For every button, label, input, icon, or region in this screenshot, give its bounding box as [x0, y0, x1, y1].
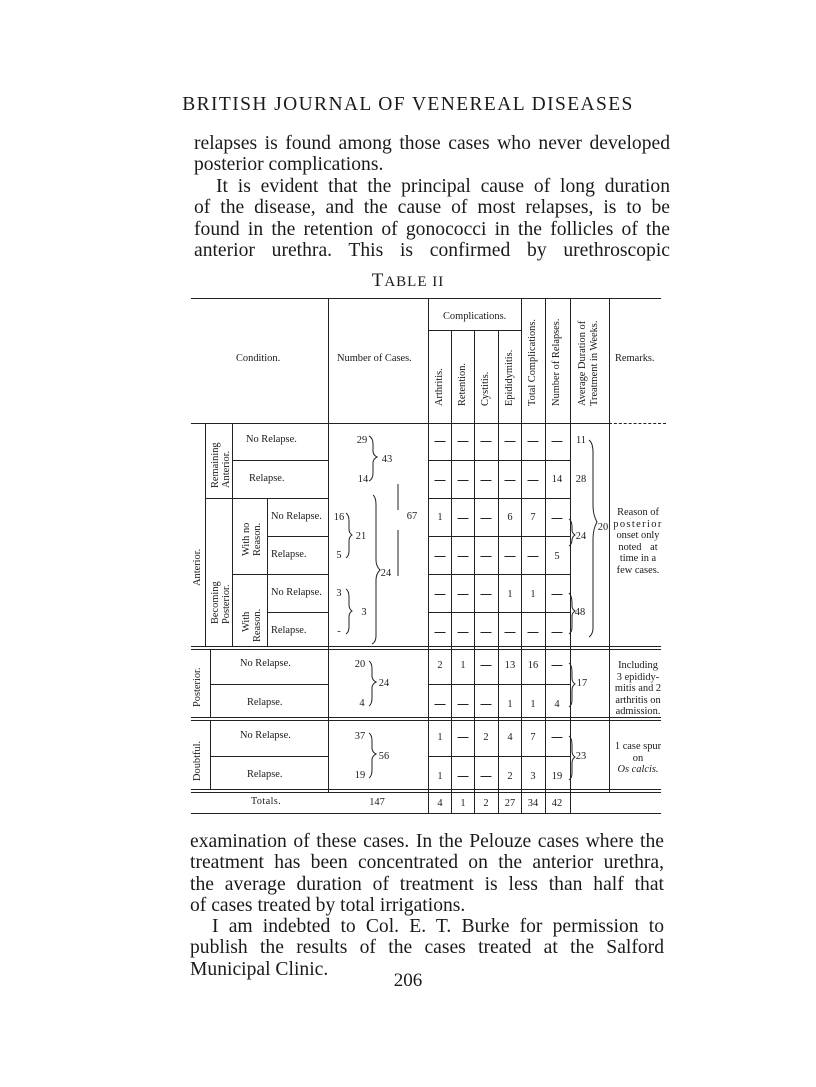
remark-line: onset only: [616, 530, 660, 542]
dash: [552, 632, 563, 633]
text-line: of the disease, and the cause of most relapses, is to be: [194, 197, 670, 219]
rule-row: [267, 536, 328, 537]
cell-value: 1: [507, 589, 513, 600]
dash: [435, 704, 446, 705]
header-average-duration-2: Treatment in Weeks.: [589, 320, 600, 406]
rule-row: [428, 460, 570, 461]
dash: [481, 518, 492, 519]
cases-sum: 3: [361, 607, 367, 618]
text-line: the average duration of treatment is less than half that: [190, 873, 664, 895]
dash: [458, 632, 469, 633]
duration-value: 24: [575, 531, 587, 542]
text-line: treatment has been concentrated on the anterior urethra,: [190, 852, 664, 874]
dash: [458, 704, 469, 705]
total-value: 27: [504, 798, 516, 809]
rule-section: [191, 649, 661, 650]
dash: [528, 556, 539, 557]
dash: [505, 556, 516, 557]
remark-line: noted at: [618, 541, 658, 553]
cell-value: 4: [507, 732, 513, 743]
label-anterior: Anterior.: [192, 548, 203, 586]
row-label-relapse: Relapse.: [271, 625, 307, 636]
text-line: found in the retention of gonococci in the follicles of the: [194, 218, 670, 240]
dash: [528, 480, 539, 481]
cell-value: 3: [530, 771, 536, 782]
text-line: I am indebted to Col. E. T. Burke for permission to: [212, 916, 664, 937]
col-divider: [428, 792, 429, 813]
header-cystitis: Cystitis.: [480, 371, 491, 406]
cell-value: 14: [551, 474, 563, 485]
header-total-complications: Total Complications.: [527, 318, 538, 406]
row-label-no-relapse: No Relapse.: [246, 434, 297, 445]
dash: [435, 632, 446, 633]
col-divider: [210, 720, 211, 789]
page-number: 206: [393, 970, 423, 991]
text-line: anterior urethra. This is confirmed by urethroscopic: [194, 240, 670, 262]
header-number-of-relapses: Number of Relapses.: [551, 318, 562, 406]
rule-row: [428, 756, 570, 757]
label-with-1: With: [241, 611, 252, 632]
cell-value: 1: [437, 732, 443, 743]
dash: [505, 632, 516, 633]
cases-value: 4: [359, 698, 365, 709]
duration-value: 23: [575, 751, 587, 762]
remark-line: on: [632, 752, 644, 764]
cell-value: 6: [507, 512, 513, 523]
cases-value: -: [337, 626, 341, 637]
duration-value: 20: [597, 522, 609, 533]
col-divider: [474, 792, 475, 813]
label-remaining-2: Anterior.: [221, 450, 232, 488]
rule-section: [191, 789, 661, 790]
col-divider: [267, 498, 268, 646]
dash: [505, 441, 516, 442]
label-with-2: Reason.: [252, 608, 263, 642]
header-number-of-cases: Number of Cases.: [337, 353, 412, 364]
row-label-no-relapse: No Relapse.: [271, 587, 322, 598]
dash: [458, 480, 469, 481]
dash: [435, 556, 446, 557]
col-divider: [451, 792, 452, 813]
row-label-relapse: Relapse.: [249, 473, 285, 484]
text-line: posterior complications.: [194, 154, 384, 176]
rule-row: [232, 460, 328, 461]
cases-sum: 56: [378, 751, 390, 762]
remark-line: Reason of: [617, 507, 659, 518]
dash: [552, 518, 563, 519]
row-label-relapse: Relapse.: [247, 769, 283, 780]
cell-value: 1: [437, 771, 443, 782]
header-retention: Retention.: [457, 363, 468, 406]
col-divider: [205, 423, 206, 646]
remark-line: 3 epididy-: [616, 671, 660, 683]
dash: [481, 441, 492, 442]
remark-posterior: [611, 660, 665, 718]
dash: [528, 441, 539, 442]
label-becoming-2: Posterior.: [221, 584, 232, 624]
label-doubtful: Doubtful.: [192, 740, 203, 781]
dash: [435, 441, 446, 442]
row-label-no-relapse: No Relapse.: [240, 730, 291, 741]
remark-line: admission.: [615, 706, 661, 718]
cell-value: 7: [530, 732, 536, 743]
duration-value: 48: [574, 607, 586, 618]
header-arthritis: Arthritis.: [434, 368, 445, 406]
total-value: 4: [437, 798, 443, 809]
rule-row: [232, 574, 328, 575]
header-complications: Complications.: [443, 311, 507, 322]
cell-value: 1: [530, 589, 536, 600]
dash: [458, 737, 469, 738]
col-divider: [428, 298, 429, 792]
rule-section: [191, 720, 661, 721]
remark-line: Including: [618, 660, 658, 671]
dash: [458, 594, 469, 595]
dash: [528, 632, 539, 633]
remark-line: time in a: [619, 553, 657, 565]
rule-bottom: [191, 813, 661, 814]
rule-row: [428, 612, 570, 613]
cell-value: 16: [527, 660, 539, 671]
table-title: TABLE II: [371, 270, 445, 291]
total-value: 2: [483, 798, 489, 809]
cell-value: 5: [554, 551, 560, 562]
text-line: relapses is found among those cases who never developed: [194, 133, 670, 154]
remark-line: few cases.: [616, 564, 660, 576]
col-divider: [451, 330, 452, 792]
text-line: of cases treated by total irrigations.: [190, 895, 466, 917]
cell-value: 19: [551, 771, 563, 782]
col-divider: [545, 792, 546, 813]
remark-doubtful: [611, 741, 665, 776]
remark-line: arthritis on: [615, 694, 661, 706]
paragraph-top-2: [194, 176, 670, 262]
cases-sum: 24: [378, 678, 390, 689]
remark-line: mitis and 2: [614, 683, 662, 695]
cases-sum: 67: [406, 511, 418, 522]
col-divider: [498, 330, 499, 792]
total-value: 34: [527, 798, 539, 809]
rule-section: [191, 717, 661, 718]
col-divider: [521, 792, 522, 813]
dash: [505, 480, 516, 481]
duration-value: 17: [576, 678, 588, 689]
row-label-relapse: Relapse.: [247, 697, 283, 708]
cases-value: 3: [336, 588, 342, 599]
dash: [481, 556, 492, 557]
dash: [481, 632, 492, 633]
row-label-totals: Totals.: [251, 796, 282, 807]
cell-value: 1: [507, 699, 513, 710]
label-remaining-1: Remaining: [210, 442, 221, 488]
rule-header-remarks: [609, 423, 666, 424]
dash: [481, 704, 492, 705]
cell-value: 1: [530, 699, 536, 710]
cell-value: 1: [460, 660, 466, 671]
dash: [481, 776, 492, 777]
header-condition: Condition.: [236, 353, 281, 364]
text-line: examination of these cases. In the Pelouze cases where the: [190, 831, 664, 852]
rule-row: [210, 684, 328, 685]
row-label-no-relapse: No Relapse.: [240, 658, 291, 669]
col-divider: [474, 330, 475, 792]
rule-section: [191, 646, 661, 647]
cases-value: 5: [336, 550, 342, 561]
col-divider: [609, 298, 610, 792]
label-with-no-1: With no: [241, 522, 252, 556]
dash: [481, 594, 492, 595]
rule-row: [428, 684, 570, 685]
cases-value: 16: [333, 512, 345, 523]
dash: [552, 441, 563, 442]
cases-value: 19: [354, 770, 366, 781]
cell-value: 2: [483, 732, 489, 743]
cases-sum: 43: [381, 454, 393, 465]
col-divider: [570, 298, 571, 792]
cell-value: 2: [507, 771, 513, 782]
cell-value: 4: [554, 699, 560, 710]
header-epididymitis: Epididymitis.: [504, 349, 515, 406]
dash: [552, 737, 563, 738]
row-label-relapse: Relapse.: [271, 549, 307, 560]
total-value: 42: [551, 798, 563, 809]
col-divider: [328, 298, 329, 792]
rule-top: [191, 298, 661, 299]
col-divider: [570, 792, 571, 813]
rule-row: [428, 574, 570, 575]
dash: [458, 556, 469, 557]
rule-row: [428, 498, 570, 499]
dash: [552, 665, 563, 666]
total-value: 1: [460, 798, 466, 809]
col-divider: [545, 298, 546, 792]
cases-value: 20: [354, 659, 366, 670]
remark-line: posterior: [613, 518, 663, 530]
dash: [481, 480, 492, 481]
cell-value: 13: [504, 660, 516, 671]
cases-sum: 21: [355, 531, 367, 542]
label-with-no-2: Reason.: [252, 522, 263, 556]
header-average-duration-1: Average Duration of: [577, 320, 588, 406]
cases-value: 37: [354, 731, 366, 742]
col-divider: [521, 298, 522, 792]
cell-value: 7: [530, 512, 536, 523]
dash: [435, 480, 446, 481]
row-label-no-relapse: No Relapse.: [271, 511, 322, 522]
rule-header-bottom: [191, 423, 609, 424]
dash: [552, 594, 563, 595]
dash: [435, 594, 446, 595]
text-line: publish the results of the cases treated at the Salford: [190, 937, 664, 959]
text-line: Municipal Clinic.: [190, 958, 329, 980]
rule-row: [210, 756, 328, 757]
header-remarks: Remarks.: [615, 353, 655, 364]
cell-value: 2: [437, 660, 443, 671]
duration-value: 11: [575, 435, 587, 446]
rule-row: [267, 612, 328, 613]
label-posterior: Posterior.: [192, 667, 203, 707]
col-divider: [210, 649, 211, 717]
text-line: It is evident that the principal cause of long duration: [216, 176, 670, 197]
cell-value: 1: [437, 512, 443, 523]
label-becoming-1: Becoming: [210, 581, 221, 624]
rule-row: [428, 536, 570, 537]
dash: [458, 776, 469, 777]
cases-value: 14: [357, 474, 369, 485]
dash: [481, 665, 492, 666]
dash: [458, 441, 469, 442]
cases-sum: 24: [380, 568, 392, 579]
remark-line: Os calcis.: [617, 764, 659, 776]
dash: [458, 518, 469, 519]
col-divider: [498, 792, 499, 813]
duration-value: 28: [575, 474, 587, 485]
paragraph-bottom-1: [190, 831, 664, 917]
journal-header: BRITISH JOURNAL OF VENEREAL DISEASES: [182, 94, 634, 115]
remark-line: 1 case spur: [614, 741, 662, 752]
cases-total: 147: [369, 797, 385, 808]
cases-value: 29: [356, 435, 368, 446]
remark-anterior: [611, 507, 665, 577]
paragraph-top-1: [194, 133, 670, 176]
rule-section: [191, 792, 661, 793]
